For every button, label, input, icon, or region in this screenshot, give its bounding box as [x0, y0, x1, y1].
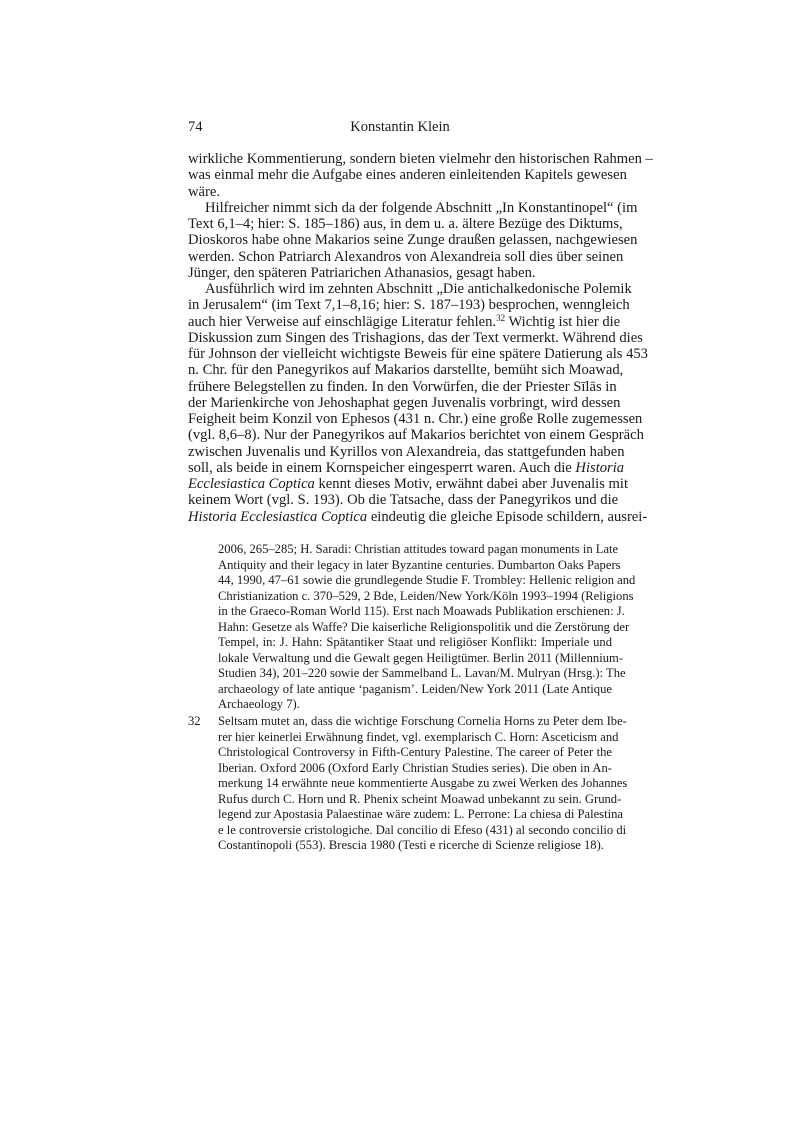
text-line — [218, 761, 612, 777]
text-segment: wäre. — [188, 183, 221, 200]
text-segment: Costantinopoli (553). Brescia 1980 (Testi e ricerche di Scienze religiose 18). — [218, 838, 604, 852]
text-segment: soll, als beide in einem Kornspeicher eingesperrt waren. Auch die — [188, 459, 576, 476]
text-line — [218, 666, 626, 682]
text-segment: (vgl. 8,6–8). Nur der Panegyrikos auf Makarios berichtet von einem Gespräch — [188, 427, 644, 444]
text-line — [188, 329, 643, 346]
text-line — [218, 822, 627, 839]
text-line — [218, 542, 619, 558]
text-segment: Jünger, den späteren Patriarichen Athanasios, gesagt haben. — [188, 264, 536, 281]
text-line — [218, 682, 612, 698]
text-line — [218, 714, 627, 730]
text-line — [188, 232, 638, 249]
page-header — [188, 119, 612, 137]
text-segment: werden. Schon Patriarch Alexandros von Alexandreia soll dies über seinen — [188, 248, 624, 265]
text-segment: frühere Belegstellen zu finden. In den Vorwürfen, die der Priester Sīlās in — [188, 378, 617, 395]
text-segment: was einmal mehr die Aufgabe eines anderen einleitenden Kapitels gewesen — [188, 167, 627, 184]
text-line — [218, 619, 630, 636]
text-segment: Diskussion zum Singen des Trishagions, das der Text vermerkt. Während dies — [188, 329, 643, 346]
text-line — [188, 476, 629, 492]
footnote-32 — [218, 714, 628, 854]
footnote-31-continuation — [218, 542, 636, 713]
italic-title: Ecclesiastica Coptica — [188, 476, 315, 492]
text-line — [188, 248, 624, 265]
text-segment: Hahn: Gesetze als Waffe? Die kaiserliche Religionspolitik und die Zerstörung der — [218, 619, 630, 634]
text-line — [218, 745, 612, 761]
text-line — [188, 151, 653, 167]
text-segment: n. Chr. für den Panegyrikos auf Makarios darstellte, bemüht sich Moawad, — [188, 362, 624, 379]
text-line — [188, 199, 638, 216]
text-line — [188, 346, 648, 362]
text-line — [188, 184, 612, 200]
text-segment: Text 6,1–4; hier: S. 185–186) aus, in dem u. a. ältere Bezüge des Diktums, — [188, 216, 623, 232]
text-line — [188, 443, 625, 460]
text-segment: für Johnson der vielleicht wichtigste Beweis für eine spätere Datierung als 453 — [188, 346, 648, 362]
text-line — [218, 697, 612, 713]
text-segment: Christological Controversy in Fifth-Century Palestine. The career of Peter the — [218, 745, 612, 759]
text-segment: eindeutig die gleiche Episode schildern, ausrei- — [367, 508, 648, 525]
body-text — [188, 151, 653, 525]
footnote-reference[interactable]: 32 — [496, 312, 506, 323]
text-segment: Feigheit beim Konzil von Ephesos (431 n. Chr.) eine große Rolle zugemessen — [188, 411, 643, 427]
text-segment: 2006, 265–285; H. Saradi: Christian attitudes toward pagan monuments in Late — [218, 542, 619, 556]
text-line — [188, 378, 617, 395]
italic-title: Historia Ecclesiastica Coptica — [188, 508, 368, 525]
text-segment: 44, 1990, 47–61 sowie die grundlegende Studie F. Trombley: Hellenic religion and — [218, 573, 636, 587]
text-line — [218, 635, 612, 651]
text-segment: keinem Wort (vgl. S. 193). Ob die Tatsache, dass der Panegyrikos und die — [188, 492, 619, 509]
running-head: Konstantin Klein — [350, 119, 450, 135]
text-segment: zwischen Juvenalis und Kyrillos von Alexandreia, das stattgefunden haben — [188, 443, 625, 460]
text-line — [188, 167, 627, 184]
text-segment: Archaeology 7). — [218, 697, 300, 711]
text-segment: Rufus durch C. Horn und R. Phenix scheint Moawad unbekannt zu sein. Grund- — [218, 791, 622, 806]
text-line — [188, 492, 619, 509]
text-segment: rer hier keinerlei Erwähnung findet, vgl. exemplarisch C. Horn: Asceticism and — [218, 729, 619, 744]
page-number: 74 — [188, 119, 203, 135]
text-segment: archaeology of late antique ‘paganism’. Leiden/New York 2011 (Late Antique — [218, 681, 612, 696]
text-segment: Dioskoros habe ohne Makarios seine Zunge draußen gelassen, nachgewiesen — [188, 232, 638, 249]
text-line — [218, 650, 624, 667]
text-segment: lokale Verwaltung und die Gewalt gegen Heiligtümer. Berlin 2011 (Millennium- — [218, 650, 624, 665]
text-line — [218, 588, 634, 605]
text-segment: wirkliche Kommentierung, sondern bieten vielmehr den historischen Rahmen – — [188, 151, 653, 167]
footnote-number: 32 — [188, 714, 201, 728]
text-line — [218, 776, 628, 792]
text-segment: Antiquity and their legacy in later Byzantine centuries. Dumbarton Oaks Papers — [218, 557, 621, 572]
text-segment: e le controversie cristologiche. Dal concilio di Efeso (431) al secondo concilio di — [218, 822, 627, 837]
text-line — [188, 265, 612, 281]
text-line — [188, 411, 643, 427]
text-line — [188, 281, 632, 297]
text-segment: Christianization c. 370–529, 2 Bde, Leiden/New York/Köln 1993–1994 (Religions — [218, 588, 634, 603]
text-line — [188, 297, 630, 314]
text-segment: legend zur Apostasia Palaestinae wäre zudem: L. Perrone: La chiesa di Palestina — [218, 807, 623, 821]
text-segment: Hilfreicher nimmt sich da der folgende Abschnitt „In Konstantinopel“ (im — [205, 199, 638, 216]
text-line — [218, 838, 612, 854]
text-segment: Iberian. Oxford 2006 (Oxford Early Christian Studies series). Die oben in An- — [218, 760, 612, 775]
text-segment: Studien 34), 201–220 sowie der Sammelband L. Lavan/M. Mulryan (Hrsg.): The — [218, 666, 626, 680]
text-line — [218, 729, 619, 746]
text-segment: auch hier Verweise auf einschlägige Literatur fehlen. — [188, 313, 497, 330]
text-line — [188, 394, 621, 411]
text-segment: Ausführlich wird im zehnten Abschnitt „Die antichalkedonische Polemik — [205, 281, 632, 297]
text-segment: Seltsam mutet an, dass die wichtige Forschung Cornelia Horns zu Peter dem Ibe- — [218, 714, 627, 728]
text-line — [188, 312, 621, 330]
text-line — [218, 791, 622, 808]
text-line — [218, 604, 625, 620]
text-line — [188, 362, 624, 379]
text-segment: der Marienkirche von Jehoshaphat gegen Juvenalis vorbringt, wird dessen — [188, 394, 621, 411]
italic-title: Historia — [575, 459, 625, 476]
text-line — [188, 459, 625, 476]
text-segment: Tempel, in: J. Hahn: Spätantiker Staat und religiöser Konflikt: Imperiale und — [218, 635, 612, 649]
text-line — [188, 508, 648, 525]
text-line — [188, 216, 623, 232]
text-segment: Wichtig ist hier die — [505, 313, 621, 330]
text-line — [188, 427, 644, 444]
text-segment: merkung 14 erwähnte neue kommentierte Ausgabe zu zwei Werken des Johannes — [218, 776, 628, 790]
text-segment: in Jerusalem“ (im Text 7,1–8,16; hier: S. 187–193) besprochen, wenngleich — [188, 297, 630, 314]
text-line — [218, 557, 621, 574]
text-segment: in the Graeco-Roman World 115). Erst nach Moawads Publikation erschienen: J. — [218, 604, 625, 618]
text-line — [218, 573, 636, 589]
text-segment: kennt dieses Motiv, erwähnt dabei aber Juvenalis mit — [314, 476, 629, 492]
text-line — [218, 807, 623, 823]
